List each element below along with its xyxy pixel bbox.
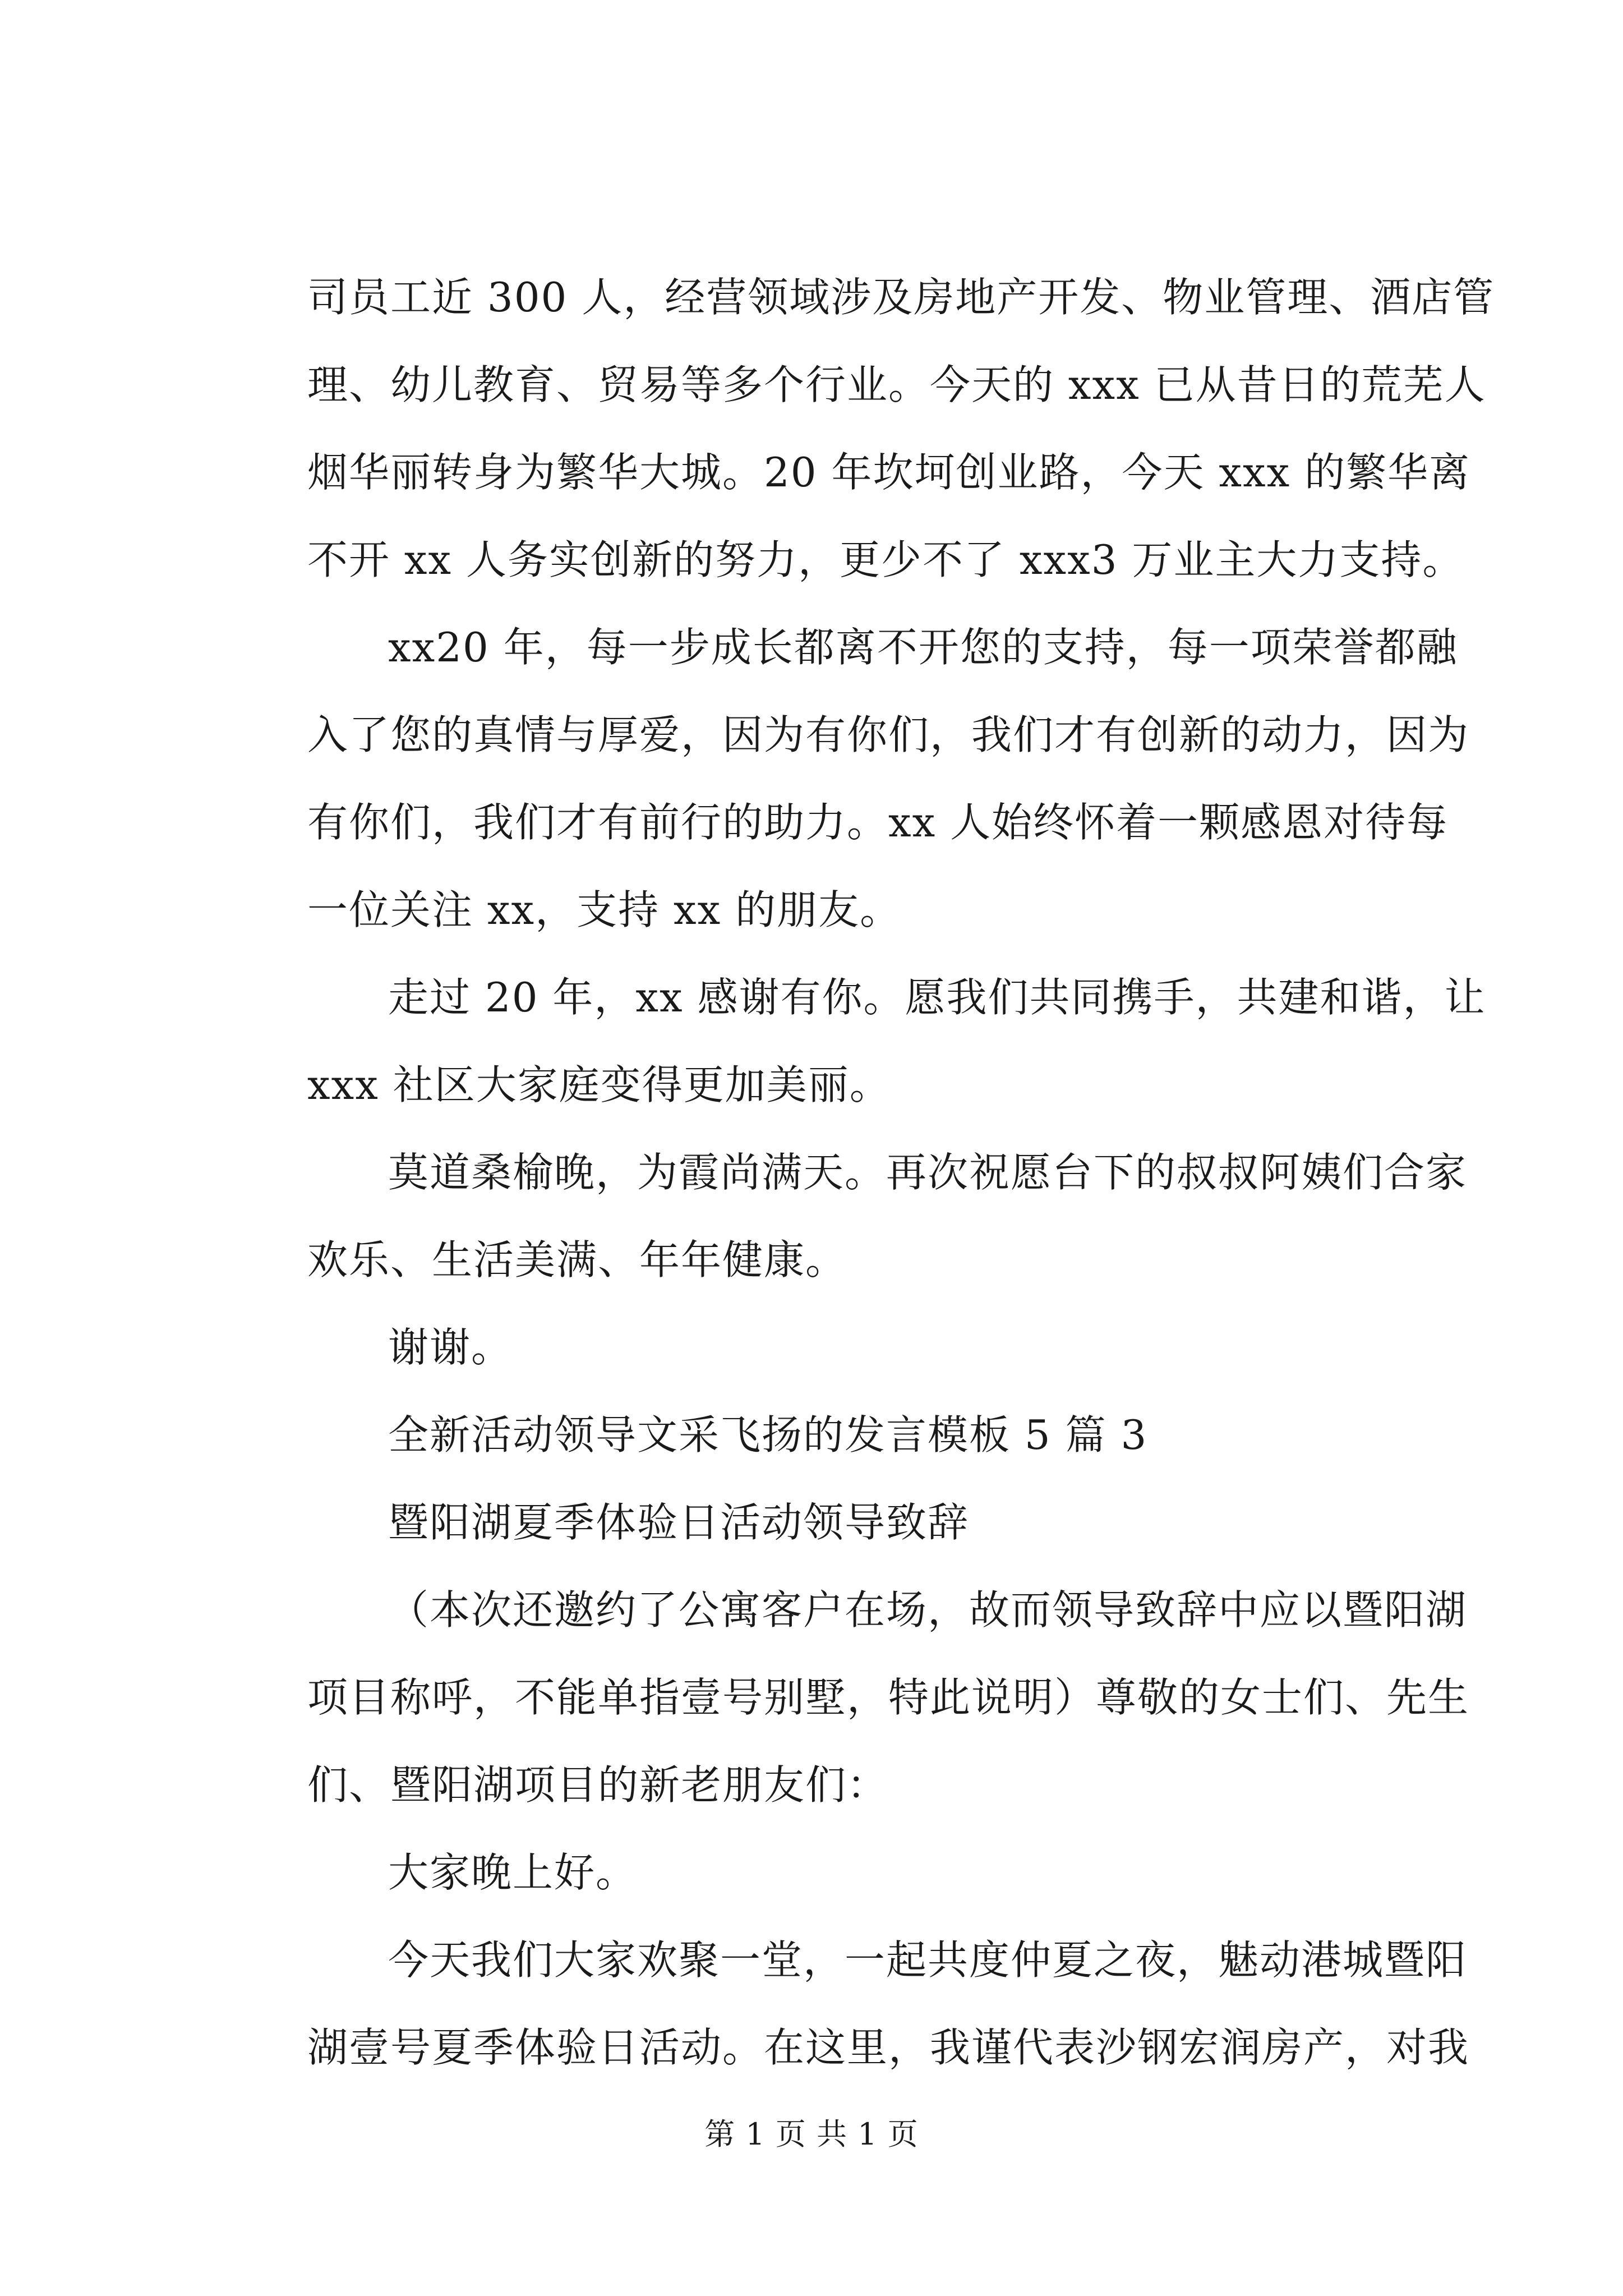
text-line: 今天我们大家欢聚一堂，一起共度仲夏之夜，魅动港城暨阳	[388, 1936, 1468, 1984]
text-line: 欢乐、生活美满、年年健康。	[307, 1236, 847, 1283]
text-line: xxx 社区大家庭变得更加美丽。	[307, 1061, 891, 1108]
text-line: 不开 xx 人务实创新的努力，更少不了 xxx3 万业主大力支持。	[307, 536, 1464, 583]
paragraph	[307, 254, 1495, 604]
text-line: 入了您的真情与厚爱，因为有你们，我们才有创新的动力，因为	[307, 711, 1470, 758]
document-body	[307, 254, 1495, 2091]
text-line: 烟华丽转身为繁华大城。20 年坎坷创业路，今天 xxx 的繁华离	[307, 449, 1471, 496]
text-line: 们、暨阳湖项目的新老朋友们：	[307, 1761, 889, 1809]
text-line: 走过 20 年，xx 感谢有你。愿我们共同携手，共建和谐，让	[388, 974, 1486, 1021]
paragraph	[307, 1479, 1418, 1566]
text-line: 谢谢。	[388, 1324, 513, 1371]
text-line: 有你们，我们才有前行的助力。xx 人始终怀着一颗感恩对待每	[307, 799, 1449, 846]
text-line: 一位关注 xx，支持 xx 的朋友。	[307, 886, 902, 933]
text-line: xx20 年，每一步成长都离不开您的支持，每一项荣誉都融	[388, 624, 1458, 671]
text-line: 司员工近 300 人，经营领域涉及房地产开发、物业管理、酒店管	[307, 274, 1495, 321]
paragraph	[307, 1129, 1468, 1304]
text-line: （本次还邀约了公寓客户在场，故而领导致辞中应以暨阳湖	[388, 1586, 1468, 1634]
paragraph	[307, 954, 1486, 1129]
text-line: 全新活动领导文采飞扬的发言模板 5 篇 3	[388, 1411, 1148, 1458]
text-line: 湖壹号夏季体验日活动。在这里，我谨代表沙钢宏润房产，对我	[307, 2024, 1470, 2071]
text-line: 莫道桑榆晚，为霞尚满天。再次祝愿台下的叔叔阿姨们合家	[388, 1149, 1468, 1196]
text-line: 理、幼儿教育、贸易等多个行业。今天的 xxx 已从昔日的荒芜人	[307, 361, 1486, 408]
page-footer: 第 1 页 共 1 页	[704, 2116, 919, 2152]
text-line: 大家晚上好。	[388, 1849, 638, 1896]
paragraph	[307, 1304, 1418, 1391]
text-line: 项目称呼，不能单指壹号别墅，特此说明）尊敬的女士们、先生	[307, 1674, 1470, 1721]
paragraph	[307, 1566, 1470, 1829]
paragraph	[307, 1829, 1418, 1916]
paragraph	[307, 604, 1470, 954]
text-line: 暨阳湖夏季体验日活动领导致辞	[388, 1499, 970, 1546]
paragraph	[307, 1391, 1418, 1479]
paragraph	[307, 1916, 1470, 2091]
